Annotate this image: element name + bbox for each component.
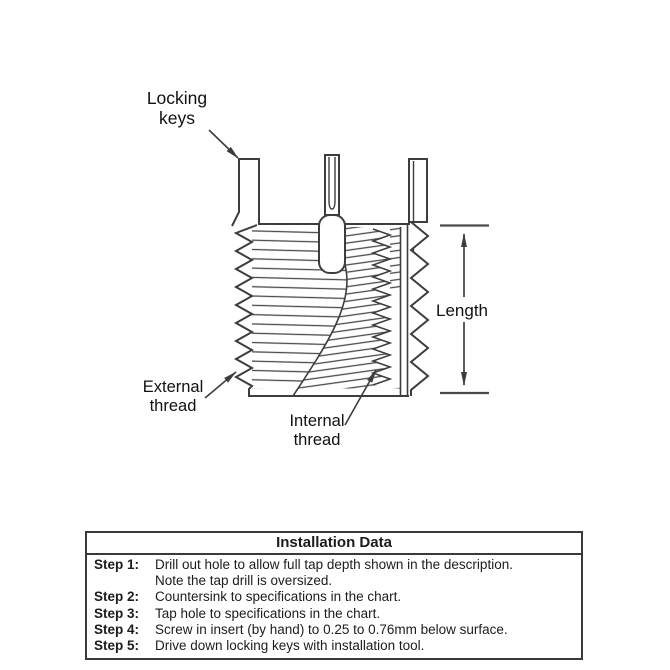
external-thread-label: External thread [142, 378, 204, 415]
step-text: Drill out hole to allow full tap depth shown in the description. [155, 557, 513, 572]
table-title: Installation Data [87, 533, 581, 555]
table-row [94, 557, 578, 573]
step-label: Step 3: [94, 605, 140, 621]
middle-locking-key [319, 155, 345, 273]
table-row [94, 573, 578, 589]
table-row [94, 589, 578, 605]
step-text: Drive down locking keys with installation tool. [155, 638, 425, 654]
table-row [94, 606, 578, 622]
step-text: Countersink to specifications in the chart. [155, 589, 402, 605]
bottom-rim [250, 389, 400, 396]
step-label [94, 573, 155, 589]
table-body [87, 555, 581, 658]
table-row [94, 638, 578, 654]
insert-body [232, 155, 428, 396]
bore-wall-lines [390, 229, 400, 291]
step-text: Screw in insert (by hand) to 0.25 to 0.76mm below surface. [155, 621, 508, 637]
locking-keys-label: Locking keys [146, 88, 208, 128]
internal-thread-label: Internal thread [289, 412, 345, 449]
left-locking-key [232, 159, 259, 226]
step-label: Step 1: [94, 557, 140, 572]
length-label: Length [436, 301, 488, 320]
step-label: Step 4: [94, 621, 140, 637]
step-text: Note the tap drill is oversized. [155, 573, 333, 589]
step-label: Step 5: [94, 638, 140, 654]
locking-keys-arrow [209, 130, 238, 158]
installation-data-table [85, 531, 583, 660]
table-row [94, 622, 578, 638]
step-text: Tap hole to specifications in the chart. [155, 605, 381, 621]
right-thread-profile [411, 222, 428, 396]
step-label: Step 2: [94, 589, 140, 605]
